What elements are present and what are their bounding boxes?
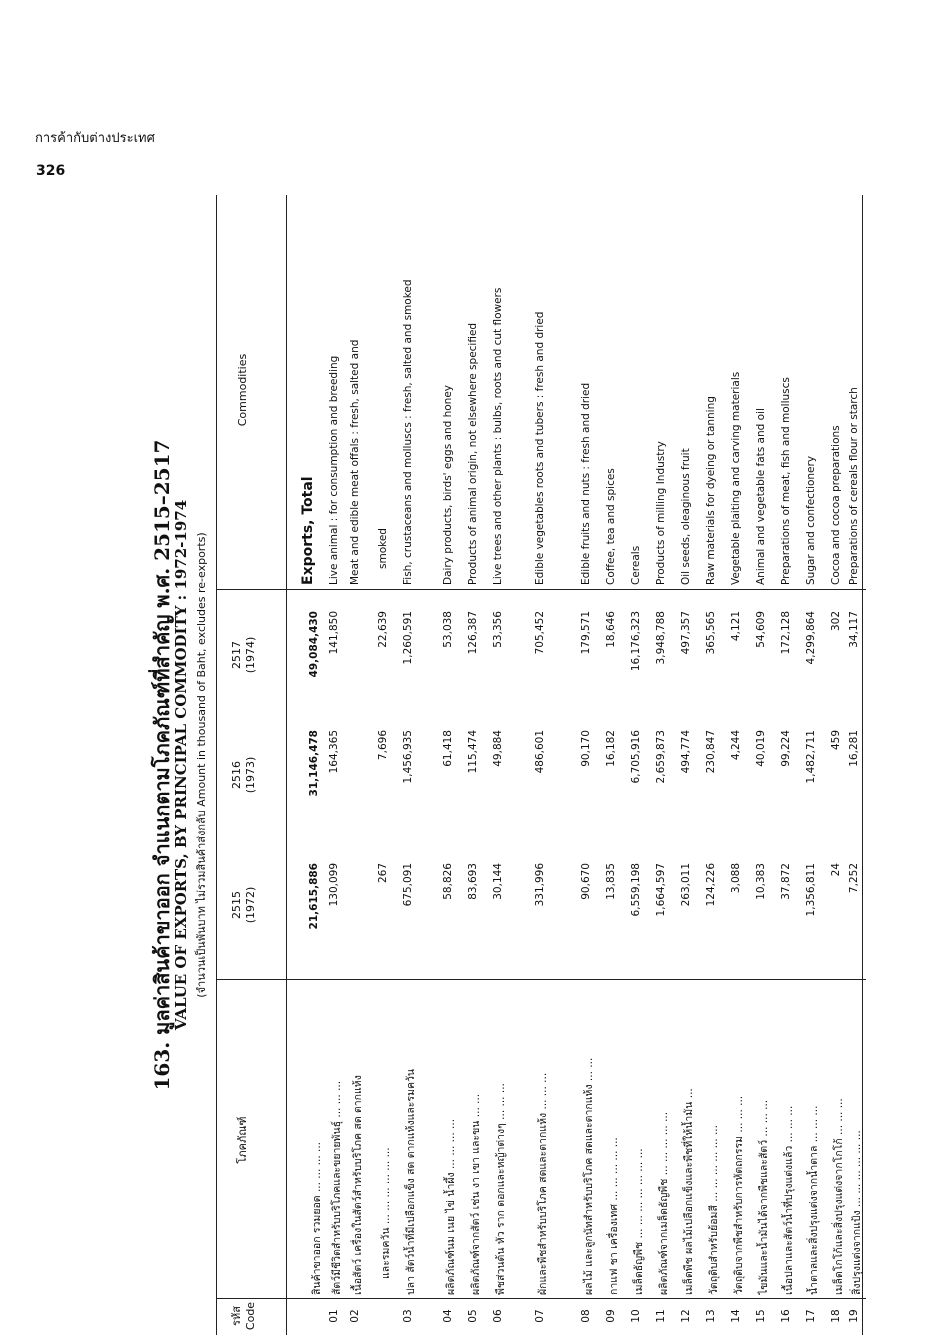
row-value-1972: 675,091 [402,863,414,907]
row-code: 03 [402,1309,414,1323]
row-value-1974: 705,452 [534,611,546,655]
row-code: 01 [328,1309,340,1323]
row-value-1972: 267 [377,863,389,884]
row-value-1974: 302 [830,611,842,632]
running-header: การค้ากับต่างประเทศ [35,131,155,146]
row-english-name: Dairy products, birds' eggs and honey [442,384,454,585]
row-value-1972: 1,356,811 [805,863,817,917]
row-thai-name: เนื้อปลาและสัตว์น้ำที่ปรุงแต่งแล้ว ... ... ... [783,1105,795,1295]
row-value-1972: 21,615,886 [308,863,320,930]
row-code: 07 [534,1309,546,1323]
header-year-3-be: 2517 [230,641,243,669]
row-value-1973: 2,659,873 [655,730,667,784]
row-thai-name: ไขมันและน้ำมันได้จากพืชและสัตว์ ... ... ... [758,1099,770,1295]
row-thai-name: วัตถุดิบสำหรับย้อมสี ... ... ... ... ... ... [708,1125,720,1295]
header-year-2-ce: (1973) [244,756,257,794]
row-thai-name: เนื้อสัตว์ เครื่องในสัตว์สำหรับบริโภค สด ตากแห้ง [352,1075,364,1295]
row-value-1972: 3,088 [730,863,742,894]
row-value-1973: 61,418 [442,730,454,767]
header-year-2-be: 2516 [230,761,243,789]
row-value-1972: 124,226 [705,863,717,907]
row-value-1973: 6,705,916 [630,730,642,784]
commodity-divider [216,979,866,980]
row-value-1974: 141,850 [328,611,340,655]
row-value-1972: 13,835 [605,863,617,900]
code-divider [216,1298,866,1299]
row-value-1973: 40,019 [755,730,767,767]
header-year-3 [230,605,258,705]
row-code: 13 [705,1309,717,1323]
row-value-1972: 30,144 [492,863,504,900]
page-number: 326 [36,163,66,179]
header-year-1-ce: (1972) [244,886,257,924]
row-english-name: Oil seeds, oleaginous fruit [680,448,692,585]
row-value-1974: 18,646 [605,611,617,648]
row-code: 19 [848,1309,860,1323]
row-value-1972: 130,099 [328,863,340,907]
exports-table [216,195,866,1335]
row-english-name: Live animal : for consumption and breeding [328,355,340,585]
row-thai-name: เมล็ดโกโก้และสิ่งปรุงแต่งจากโกโก้ ... ... ... [833,1098,845,1295]
row-value-1972: 7,252 [848,863,860,894]
row-value-1972: 83,693 [467,863,479,900]
row-value-1973: 4,244 [730,730,742,761]
row-code: 05 [467,1309,479,1323]
row-thai-name: ผลิตภัณฑ์จากสัตว์ เช่น งา เขา และขน ... ... [470,1093,482,1295]
row-value-1972: 263,011 [680,863,692,907]
row-value-1973: 115,474 [467,730,479,774]
row-code: 02 [349,1309,361,1323]
header-commodities-en: Commodities [236,353,249,427]
row-thai-name: ผลิตภัณฑ์จากเมล็ดธัญพืช ... ... ... ... ... [658,1111,670,1295]
row-code: 08 [580,1309,592,1323]
row-english-name: Preparations of cereals flour or starch [848,387,860,585]
row-english-name: Raw materials for dyeing or tanning [705,396,717,585]
row-value-1972: 37,872 [780,863,792,900]
row-value-1973: 164,365 [328,730,340,774]
row-english-name: Cereals [630,545,642,585]
row-value-1974: 1,260,591 [402,611,414,665]
row-value-1972: 6,559,198 [630,863,642,917]
row-thai-name: สัตว์มีชีวิตสำหรับบริโภคและขยายพันธุ์ ... ... ... [331,1080,343,1295]
row-english-name: Coffee, tea and spices [605,468,617,585]
row-value-1972: 10,383 [755,863,767,900]
row-english-name: Preparations of meat, fish and molluscs [780,377,792,585]
header-code [230,1301,258,1331]
header-year-3-ce: (1974) [244,636,257,674]
row-thai-name: กาแฟ ชา เครื่องเทศ ... ... ... ... ... [608,1137,620,1295]
row-thai-name: ผลิตภัณฑ์นม เนย ไข่ น้ำผึ้ง ... ... ... ... [445,1118,457,1295]
row-english-name: Vegetable plaiting and carving materials [730,371,742,585]
row-value-1973: 230,847 [705,730,717,774]
row-value-1973: 1,482,711 [805,730,817,784]
row-value-1972: 331,996 [534,863,546,907]
row-english-name: Exports, Total [300,476,316,585]
row-thai-name: สิ่งปรุงแต่งจากแป้ง ... ... ... ... ... ... [851,1130,863,1295]
row-value-1973: 16,182 [605,730,617,767]
row-english-name: Edible fruits and nuts : fresh and dried [580,382,592,585]
row-value-1974: 54,609 [755,611,767,648]
row-thai-name: ปลา สัตว์น้ำที่มีเปลือกแข็ง สด ตากแห้งและรมควัน [405,1068,417,1295]
header-year-1 [230,855,258,955]
table-title-thai: 163. มูลค่าสินค้าขาออก จำแนกตามโภคภัณฑ์ที่สำคัญ พ.ศ. 2515–2517 [150,439,174,1091]
row-value-1974: 53,356 [492,611,504,648]
row-code: 14 [730,1309,742,1323]
row-value-1973: 16,281 [848,730,860,767]
row-thai-name: สินค้าขาออก รวมยอด ... ... ... ... [311,1141,323,1295]
row-english-name: Animal and vegetable fats and oil [755,408,767,585]
row-thai-name: วัตถุดิบจากพืชสำหรับการหัตถกรรม ... ... ... [733,1095,745,1295]
row-value-1973: 486,601 [534,730,546,774]
unit-note: (จำนวนเป็นพันบาท ไม่รวมสินค้าส่งกลับ Amount in thousand of Baht, excludes re-exports) [195,532,208,998]
header-code-thai: รหัส [230,1306,243,1326]
row-code: 18 [830,1309,842,1323]
row-code: 11 [655,1309,667,1323]
row-value-1973: 1,456,935 [402,730,414,784]
row-english-name: Meat and edible meat offals : fresh, salted and [349,339,361,585]
row-thai-name: น้ำตาลและสิ่งปรุงแต่งจากน้ำตาล ... ... ... [808,1105,820,1295]
row-english-name: Products of animal origin, not elsewhere specified [467,322,479,585]
row-value-1974: 3,948,788 [655,611,667,665]
header-code-en: Code [244,1301,257,1331]
row-thai-name: เมล็ดพืช ผลไม้เปลือกแข็งและพืชที่ให้น้ำมัน ... [683,1088,695,1295]
row-code: 17 [805,1309,817,1323]
row-value-1974: 16,176,323 [630,611,642,672]
row-code: 09 [605,1309,617,1323]
row-code: 06 [492,1309,504,1323]
table-top-rule [216,195,217,1335]
row-thai-name: พืชส่วนต้น หัว ราก ดอกและหญ้าต่างๆ ... ... ... [495,1083,507,1295]
row-english-name: Products of milling Industry [655,441,667,585]
row-code: 10 [630,1309,642,1323]
values-divider [216,589,866,590]
header-bottom-rule [286,195,287,1335]
row-value-1974: 4,299,864 [805,611,817,665]
row-value-1974: 34,117 [848,611,860,648]
row-value-1973: 99,224 [780,730,792,767]
row-english-name: Cocoa and cocoa preparations [830,425,842,585]
row-value-1972: 90,670 [580,863,592,900]
row-code: 04 [442,1309,454,1323]
row-value-1974: 497,357 [680,611,692,655]
row-value-1973: 90,170 [580,730,592,767]
row-value-1974: 22,639 [377,611,389,648]
row-value-1974: 179,571 [580,611,592,655]
row-value-1972: 1,664,597 [655,863,667,917]
header-year-2 [230,725,258,825]
header-year-1-be: 2515 [230,891,243,919]
row-value-1974: 49,084,430 [308,611,320,678]
row-code: 12 [680,1309,692,1323]
row-code: 16 [780,1309,792,1323]
row-value-1974: 126,387 [467,611,479,655]
row-value-1973: 494,774 [680,730,692,774]
row-thai-name: ผลไม้ และลูกนัทสำหรับบริโภค สดและตากแห้ง ... ... [583,1057,595,1295]
row-thai-name: เมล็ดธัญพืช ... ... ... ... ... ... ... [633,1148,645,1295]
row-english-name: Sugar and confectionery [805,455,817,585]
rotated-table-block [144,195,870,1335]
row-value-1972: 24 [830,863,842,877]
row-code: 15 [755,1309,767,1323]
row-value-1974: 172,128 [780,611,792,655]
row-english-name: Fish, crustaceans and molluscs : fresh, salted and smoked [402,279,414,585]
row-value-1974: 53,038 [442,611,454,648]
row-english-name: Edible vegetables roots and tubers : fresh and dried [534,311,546,585]
row-value-1973: 7,696 [377,730,389,761]
row-value-1972: 58,826 [442,863,454,900]
header-commodity-thai: โภคภัณฑ์ [236,1116,249,1164]
table-title-english: VALUE OF EXPORTS, BY PRINCIPAL COMMODITY : 1972-1974 [172,499,190,1031]
row-value-1974: 4,121 [730,611,742,642]
row-thai-name: และรมควัน ... ... ... ... ... ... [380,1147,392,1279]
row-value-1973: 31,146,478 [308,730,320,797]
row-english-name: Live trees and other plants : bulbs, roots and cut flowers [492,287,504,585]
row-english-name: smoked [377,528,389,569]
row-value-1973: 459 [830,730,842,751]
row-value-1974: 365,565 [705,611,717,655]
row-thai-name: ผักและพืชสำหรับบริโภค สดและตากแห้ง ... ... ... [537,1072,549,1295]
row-value-1973: 49,884 [492,730,504,767]
